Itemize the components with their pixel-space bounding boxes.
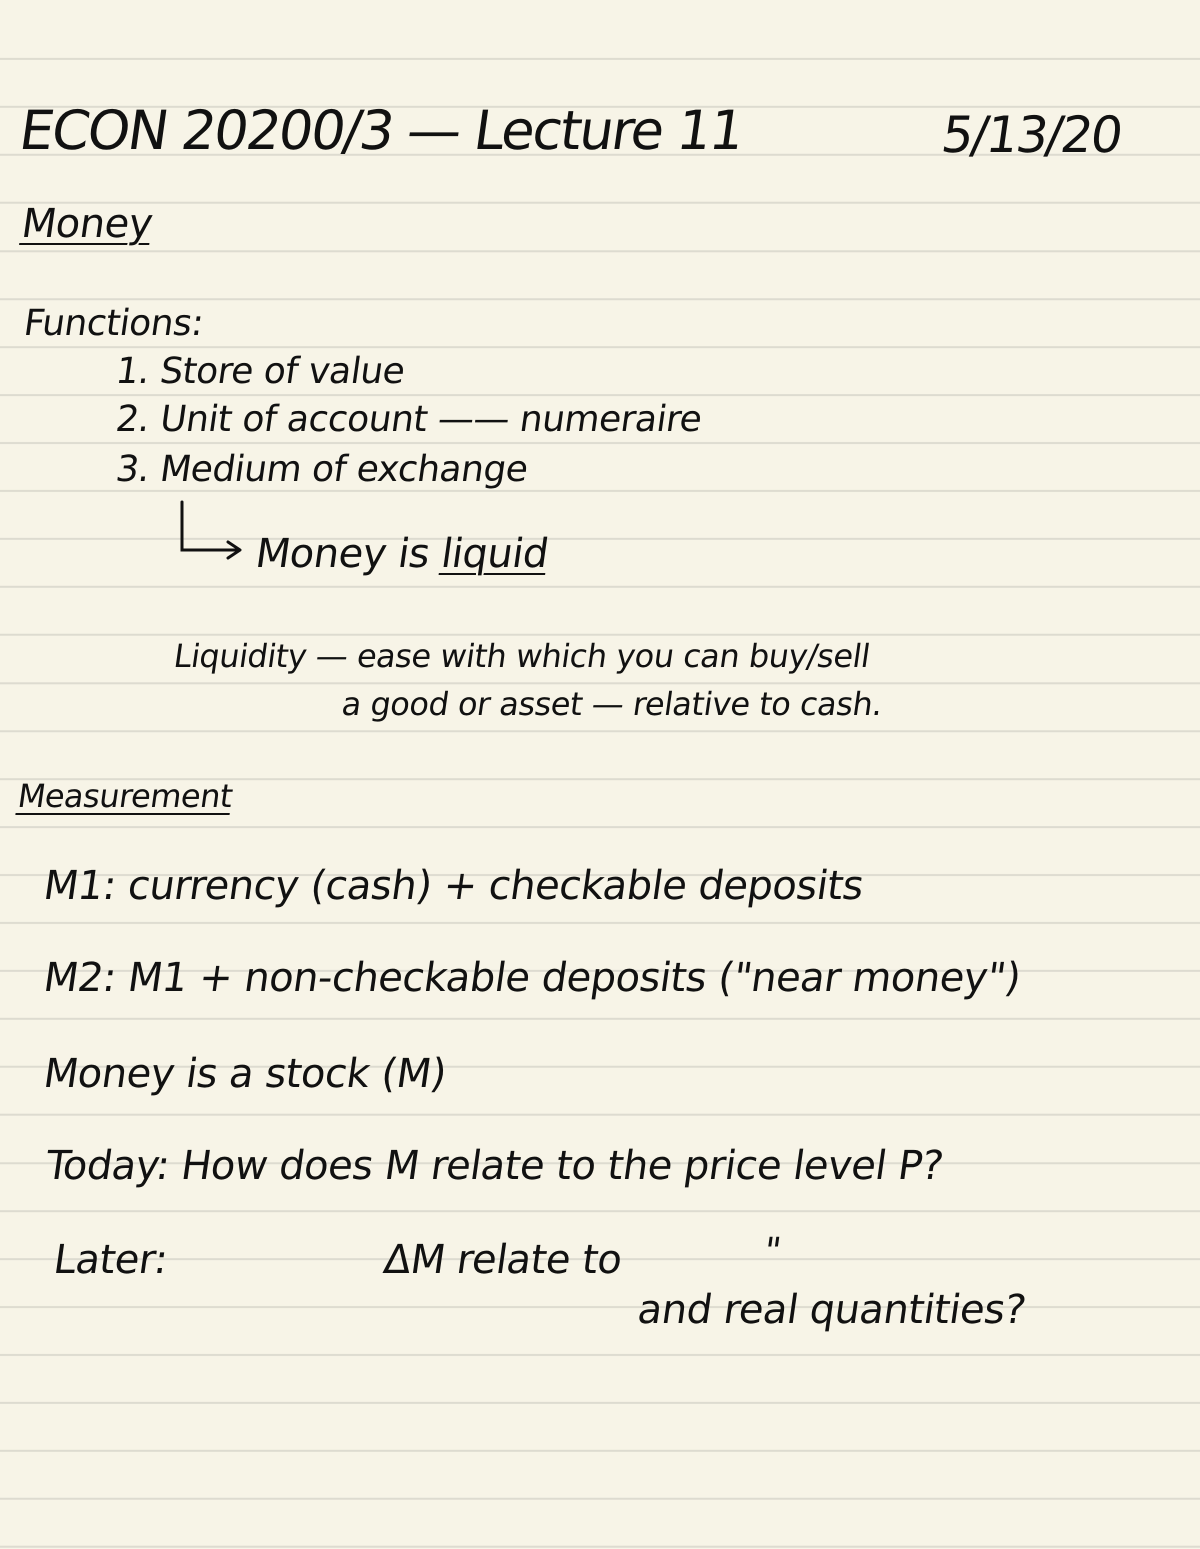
money-is-liquid	[252, 531, 552, 577]
lecture-title: ECON 20200/3 — Lecture 11	[15, 99, 747, 162]
money-heading: Money	[18, 201, 156, 247]
functions-label: Functions:	[21, 303, 206, 344]
money-is-label: Money is	[252, 531, 433, 577]
liquidity-definition-line1: Liquidity — ease with which you can buy/sell	[171, 637, 873, 675]
m2-definition: M2: M1 + non-checkable deposits ("near money")	[40, 955, 1024, 1001]
function-item: 3. Medium of exchange	[113, 449, 531, 490]
m1-definition: M1: currency (cash) + checkable deposits	[40, 863, 867, 909]
measurement-heading: Measurement	[15, 777, 235, 815]
function-item: 1. Store of value	[113, 351, 408, 392]
money-stock-note: Money is a stock (M)	[40, 1051, 450, 1097]
function-item: 2. Unit of account —— numeraire	[113, 399, 705, 440]
liquidity-definition-line2: a good or asset — relative to cash.	[339, 685, 885, 723]
arrow-icon	[176, 500, 256, 560]
ditto-mark: "	[761, 1231, 784, 1272]
later-label: Later:	[50, 1237, 171, 1283]
later-question-line2: and real quantities?	[634, 1287, 1029, 1333]
lecture-date: 5/13/20	[937, 106, 1125, 164]
liquid-word: liquid	[438, 531, 552, 577]
today-question: Today: How does M relate to the price level P?	[42, 1143, 946, 1189]
later-question: ΔM relate to	[380, 1237, 625, 1283]
